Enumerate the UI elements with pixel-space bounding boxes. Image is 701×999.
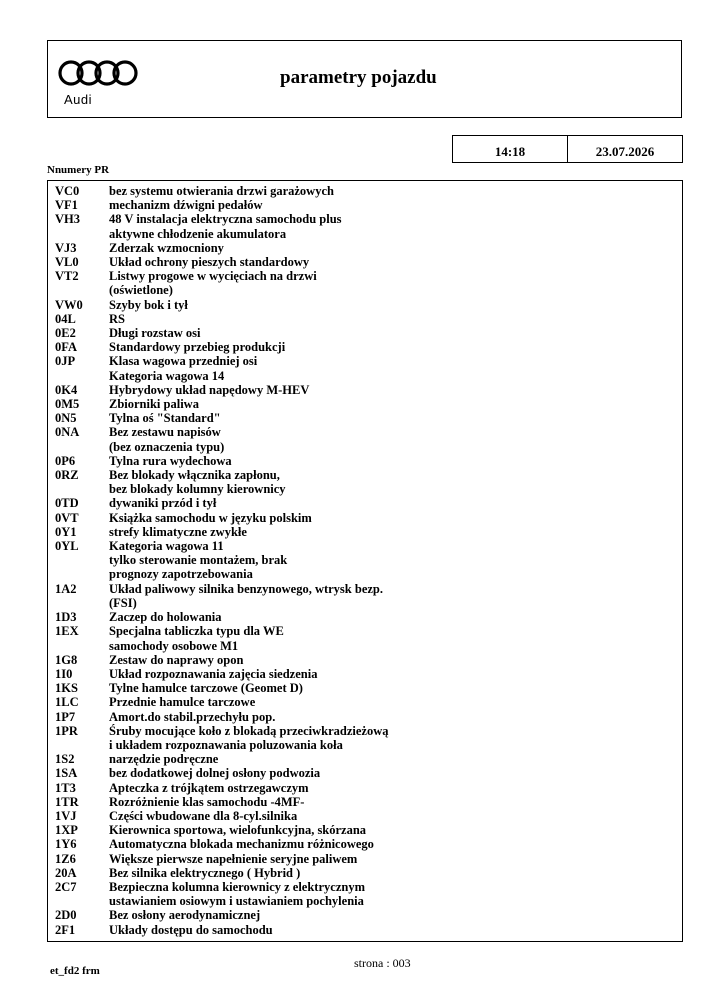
pr-code: 2C7 bbox=[55, 879, 77, 894]
pr-code: 0VT bbox=[55, 510, 79, 525]
pr-option-row bbox=[55, 539, 682, 582]
pr-description: Standardowy przebieg produkcji bbox=[109, 340, 286, 355]
pr-option-row bbox=[55, 710, 682, 724]
pr-code: 0JP bbox=[55, 354, 76, 369]
pr-code: 0NA bbox=[55, 425, 80, 440]
header-box bbox=[47, 40, 682, 118]
timestamp-box bbox=[452, 135, 683, 163]
pr-description: Bez osłony aerodynamicznej bbox=[109, 908, 261, 923]
pr-description: Układy dostępu do samochodu bbox=[109, 922, 273, 937]
pr-code: 2D0 bbox=[55, 908, 77, 923]
pr-option-row bbox=[55, 496, 682, 510]
pr-description: 48 V instalacja elektryczna samochodu plus aktywne chłodzenie akumulatora bbox=[109, 212, 342, 241]
pr-description: strefy klimatyczne zwykłe bbox=[109, 524, 247, 539]
pr-option-row bbox=[55, 624, 682, 652]
pr-description: Układ paliwowy silnika benzynowego, wtrysk bezp. (FSI) bbox=[109, 581, 383, 610]
pr-description: RS bbox=[109, 311, 125, 326]
pr-option-row bbox=[55, 241, 682, 255]
pr-code: 0YL bbox=[55, 539, 79, 554]
pr-description: Tylna oś "Standard" bbox=[109, 411, 221, 426]
pr-code: VH3 bbox=[55, 212, 80, 227]
pr-code: 1A2 bbox=[55, 581, 77, 596]
pr-description: Rozróżnienie klas samochodu -4MF- bbox=[109, 794, 305, 809]
pr-code: 1KS bbox=[55, 681, 78, 696]
pr-option-row bbox=[55, 766, 682, 780]
pr-option-row bbox=[55, 880, 682, 908]
pr-description: Bez blokady włącznika zapłonu, bez blokady kolumny kierownicy bbox=[109, 468, 286, 497]
pr-code: 0P6 bbox=[55, 453, 76, 468]
pr-code: 1TR bbox=[55, 794, 79, 809]
pr-option-row bbox=[55, 298, 682, 312]
page-title: parametry pojazdu bbox=[280, 67, 437, 88]
pr-option-row bbox=[55, 752, 682, 766]
pr-option-row bbox=[55, 326, 682, 340]
pr-option-row bbox=[55, 454, 682, 468]
pr-description: mechanizm dźwigni pedałów bbox=[109, 198, 263, 213]
pr-option-row bbox=[55, 184, 682, 198]
pr-code: 04L bbox=[55, 311, 76, 326]
pr-description: Zderzak wzmocniony bbox=[109, 240, 224, 255]
section-label: Nnumery PR bbox=[47, 164, 110, 176]
pr-option-row bbox=[55, 212, 682, 240]
pr-option-row bbox=[55, 724, 682, 752]
pr-code: 1G8 bbox=[55, 652, 78, 667]
page-number: strona : 003 bbox=[354, 956, 411, 970]
pr-code: 0K4 bbox=[55, 382, 78, 397]
pr-option-row bbox=[55, 525, 682, 539]
pr-option-row bbox=[55, 269, 682, 297]
pr-description: Specjalna tabliczka typu dla WE samochody osobowe M1 bbox=[109, 624, 284, 653]
pr-description: bez systemu otwierania drzwi garażowych bbox=[109, 184, 334, 198]
pr-code: 1Z6 bbox=[55, 851, 76, 866]
pr-description: Kierownica sportowa, wielofunkcyjna, skórzana bbox=[109, 823, 367, 838]
date-value: 23.07.2026 bbox=[595, 144, 655, 159]
pr-code: 0M5 bbox=[55, 397, 80, 412]
pr-code: 1P7 bbox=[55, 709, 76, 724]
pr-description: Apteczka z trójkątem ostrzegawczym bbox=[109, 780, 309, 795]
pr-description: Układ ochrony pieszych standardowy bbox=[109, 255, 310, 270]
pr-code: 1XP bbox=[55, 823, 78, 838]
time-value: 14:18 bbox=[453, 136, 568, 162]
pr-description: Części wbudowane dla 8-cyl.silnika bbox=[109, 808, 298, 823]
pr-code: 0TD bbox=[55, 496, 79, 511]
pr-description: Bez zestawu napisów (bez oznaczenia typu) bbox=[109, 425, 225, 454]
pr-option-row bbox=[55, 312, 682, 326]
pr-code: VW0 bbox=[55, 297, 83, 312]
pr-description: Tylna rura wydechowa bbox=[109, 453, 232, 468]
pr-description: Długi rozstaw osi bbox=[109, 326, 201, 341]
pr-description: Zaczep do holowania bbox=[109, 610, 222, 625]
pr-description: Hybrydowy układ napędowy M-HEV bbox=[109, 382, 310, 397]
brand-wordmark: Audi bbox=[64, 92, 93, 107]
pr-code: VC0 bbox=[55, 184, 80, 198]
pr-description: Układ rozpoznawania zajęcia siedzenia bbox=[109, 666, 318, 681]
pr-code: 1LC bbox=[55, 695, 79, 710]
pr-code: 1VJ bbox=[55, 808, 77, 823]
pr-description: Większe pierwsze napełnienie seryjne paliwem bbox=[109, 851, 358, 866]
pr-description: Klasa wagowa przedniej osi Kategoria wagowa 14 bbox=[109, 354, 258, 383]
pr-code: 0RZ bbox=[55, 468, 79, 483]
pr-description: Listwy progowe w wycięciach na drzwi (oświetlone) bbox=[109, 269, 317, 298]
pr-description: Amort.do stabil.przechyłu pop. bbox=[109, 709, 276, 724]
pr-description: dywaniki przód i tył bbox=[109, 496, 217, 511]
pr-code: 1SA bbox=[55, 766, 78, 781]
pr-options-list bbox=[47, 180, 683, 942]
pr-code: 0E2 bbox=[55, 326, 76, 341]
pr-description: Szyby bok i tył bbox=[109, 297, 188, 312]
pr-option-row bbox=[55, 511, 682, 525]
pr-code: 2F1 bbox=[55, 922, 76, 937]
pr-code: 20A bbox=[55, 865, 77, 880]
pr-description: narzędzie podręczne bbox=[109, 752, 219, 767]
pr-option-row bbox=[55, 397, 682, 411]
pr-option-row bbox=[55, 198, 682, 212]
pr-description: Książka samochodu w języku polskim bbox=[109, 510, 312, 525]
pr-description: Bezpieczna kolumna kierownicy z elektrycznym ustawianiem osiowym i ustawianiem pochylenia bbox=[109, 879, 365, 909]
pr-option-row bbox=[55, 681, 682, 695]
pr-description: Bez silnika elektrycznego ( Hybrid ) bbox=[109, 865, 301, 880]
pr-code: 1EX bbox=[55, 624, 79, 639]
pr-option-row bbox=[55, 695, 682, 709]
pr-option-row bbox=[55, 923, 682, 937]
pr-code: VF1 bbox=[55, 198, 78, 213]
pr-code: 0N5 bbox=[55, 411, 77, 426]
pr-code: 1PR bbox=[55, 723, 78, 738]
pr-option-row bbox=[55, 823, 682, 837]
pr-option-row bbox=[55, 582, 682, 610]
pr-option-row bbox=[55, 781, 682, 795]
pr-description: Kategoria wagowa 11 tylko sterowanie montażem, brak prognozy zapotrzebowania bbox=[109, 539, 288, 582]
pr-description: Automatyczna blokada mechanizmu różnicowego bbox=[109, 837, 374, 852]
form-code: et_fd2 frm bbox=[50, 965, 100, 977]
pr-code: 1I0 bbox=[55, 666, 73, 681]
pr-option-row bbox=[55, 383, 682, 397]
pr-option-row bbox=[55, 852, 682, 866]
pr-code: VJ3 bbox=[55, 240, 77, 255]
pr-option-row bbox=[55, 340, 682, 354]
pr-description: bez dodatkowej dolnej osłony podwozia bbox=[109, 766, 321, 781]
pr-option-row bbox=[55, 837, 682, 851]
pr-code: 0FA bbox=[55, 340, 77, 355]
pr-option-row bbox=[55, 255, 682, 269]
pr-code: 1D3 bbox=[55, 610, 77, 625]
pr-option-row bbox=[55, 795, 682, 809]
pr-option-row bbox=[55, 610, 682, 624]
pr-option-row bbox=[55, 809, 682, 823]
pr-code: 1Y6 bbox=[55, 837, 77, 852]
pr-option-row bbox=[55, 468, 682, 496]
pr-code: 0Y1 bbox=[55, 524, 77, 539]
pr-description: Śruby mocujące koło z blokadą przeciwkradzieżową i układem rozpoznawania poluzowania koła bbox=[109, 723, 389, 752]
pr-code: 1S2 bbox=[55, 752, 75, 767]
pr-description: Tylne hamulce tarczowe (Geomet D) bbox=[109, 681, 303, 696]
pr-option-row bbox=[55, 354, 682, 382]
pr-option-row bbox=[55, 908, 682, 922]
pr-description: Zbiorniki paliwa bbox=[109, 397, 199, 412]
pr-option-row bbox=[55, 425, 682, 453]
pr-description: Zestaw do naprawy opon bbox=[109, 652, 244, 667]
pr-option-row bbox=[55, 866, 682, 880]
pr-option-row bbox=[55, 667, 682, 681]
pr-description: Przednie hamulce tarczowe bbox=[109, 695, 256, 710]
pr-option-row bbox=[55, 653, 682, 667]
pr-option-row bbox=[55, 411, 682, 425]
pr-code: VL0 bbox=[55, 255, 79, 270]
pr-code: VT2 bbox=[55, 269, 79, 284]
pr-code: 1T3 bbox=[55, 780, 76, 795]
